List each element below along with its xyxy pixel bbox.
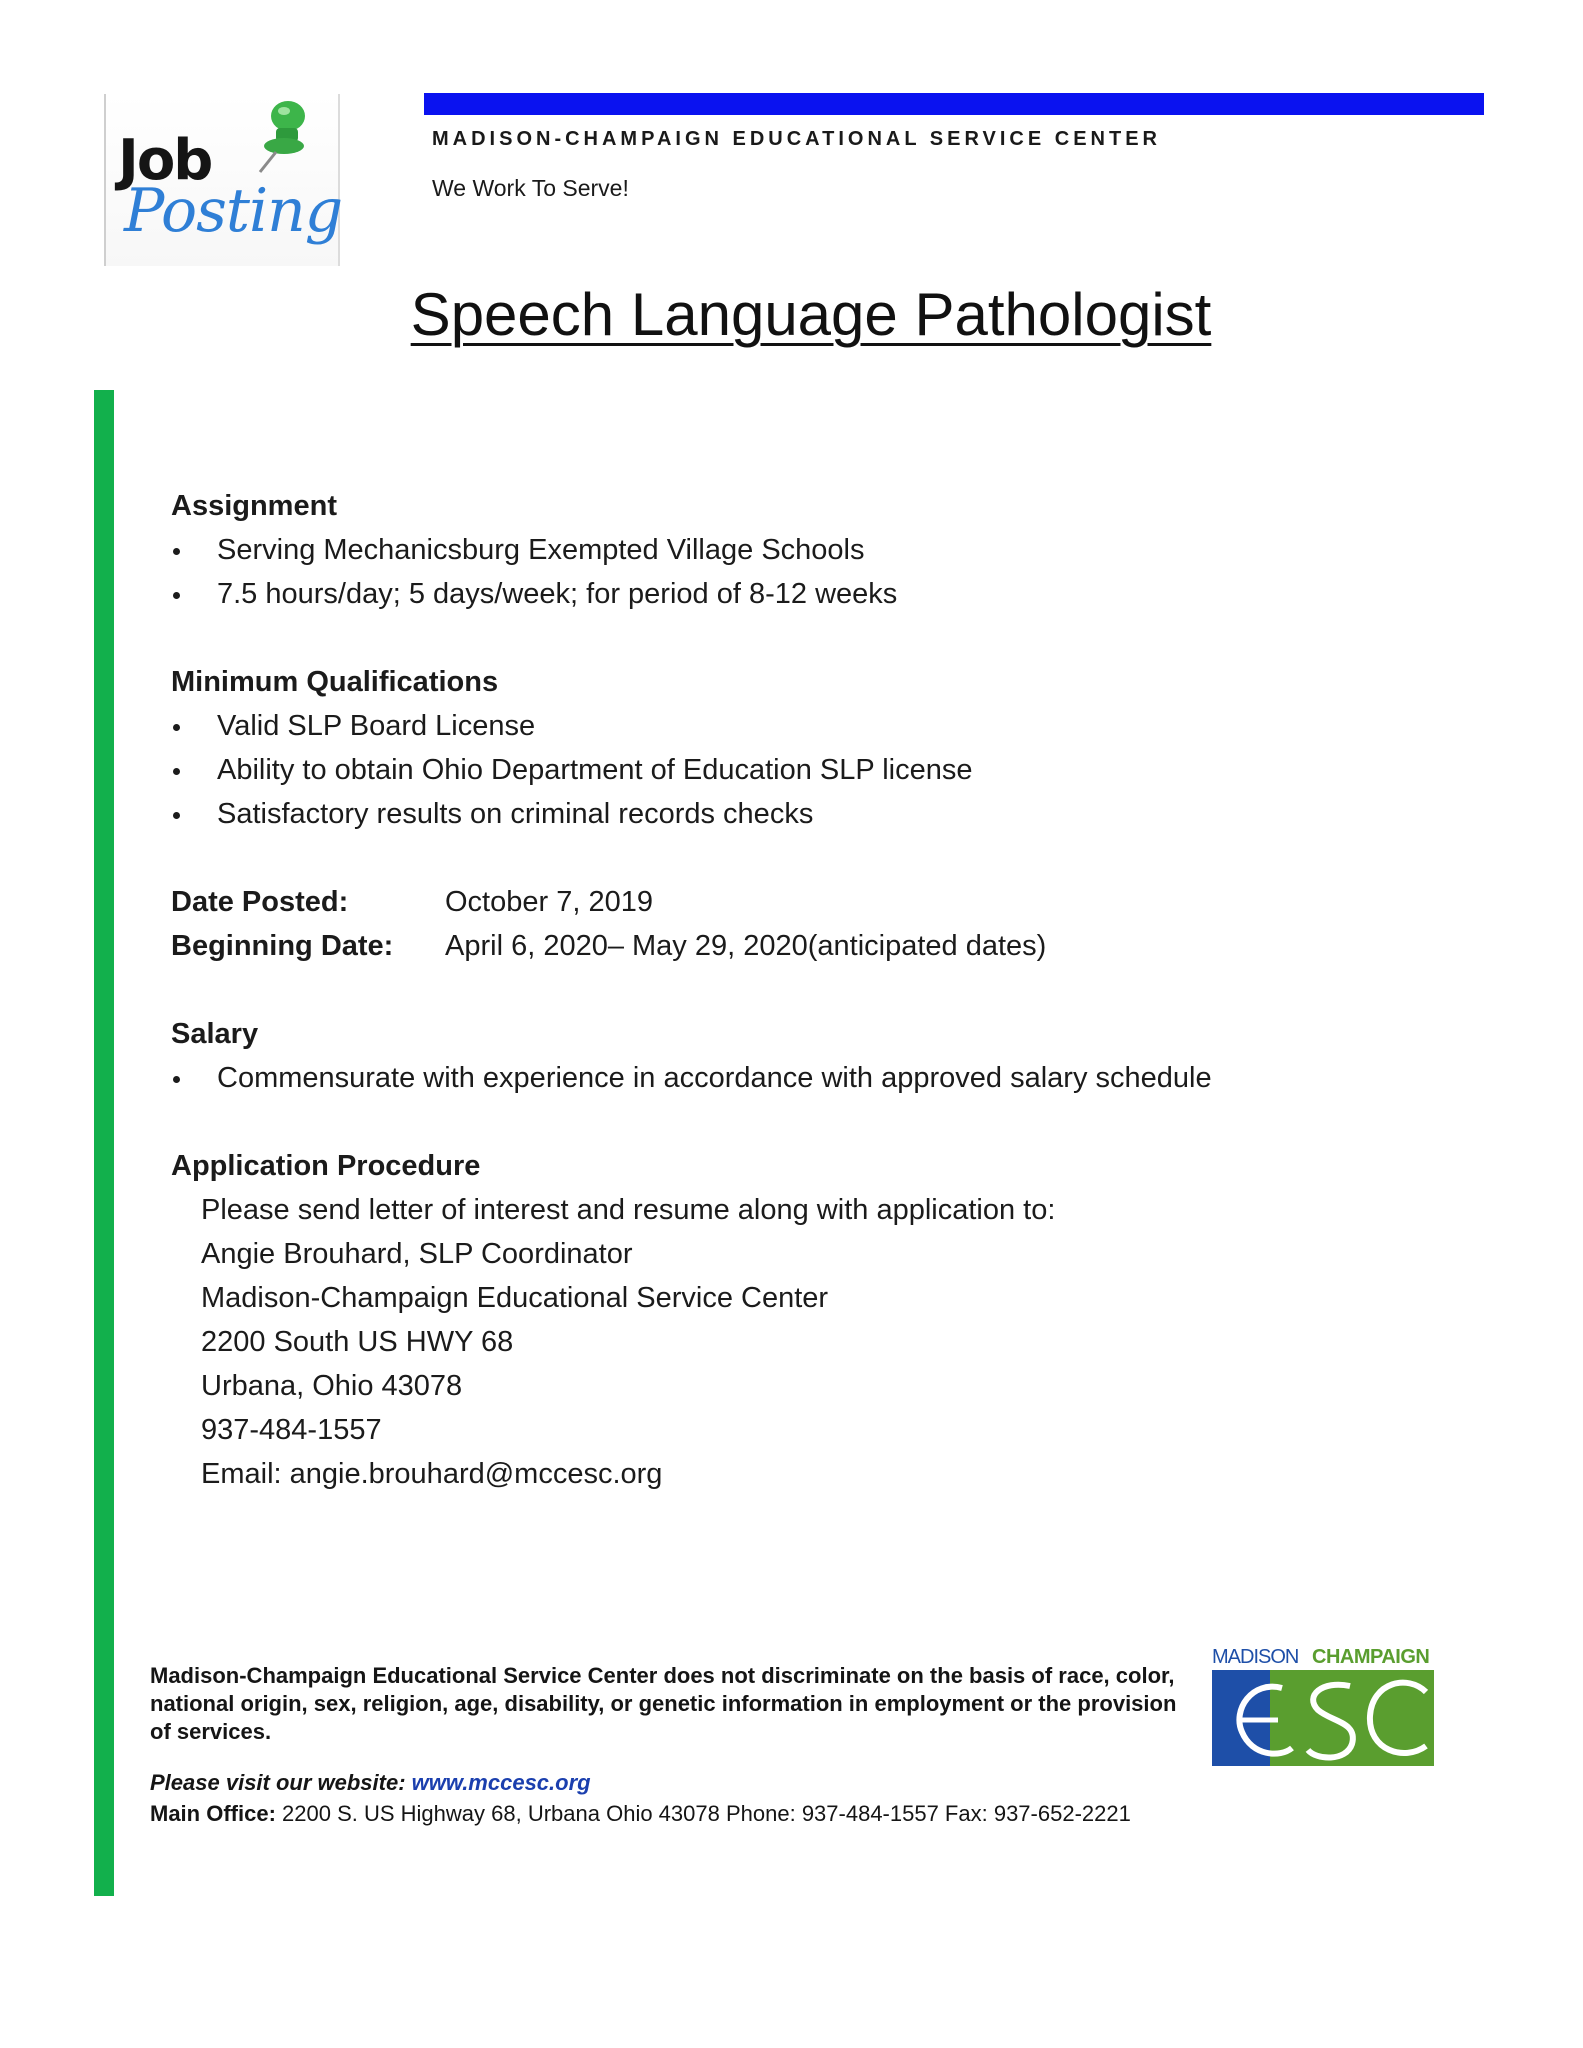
application-heading: Application Procedure xyxy=(171,1150,481,1182)
list-item: 7.5 hours/day; 5 days/week; for period of 8-12 weeks xyxy=(171,572,1421,616)
salary-heading: Salary xyxy=(171,1018,259,1050)
beginning-date-value: April 6, 2020– May 29, 2020(anticipated dates) xyxy=(445,930,1047,962)
logo-word-job: Job xyxy=(118,128,212,193)
esc-logo-word-madison: MADISON xyxy=(1212,1646,1299,1668)
organization-name: MADISON-CHAMPAIGN EDUCATIONAL SERVICE CENTER xyxy=(432,128,1161,150)
application-instruction: Please send letter of interest and resume along with application to: xyxy=(201,1194,1056,1226)
job-posting-logo xyxy=(104,94,343,266)
contact-street: 2200 South US HWY 68 xyxy=(201,1326,514,1358)
esc-logo-mark xyxy=(1212,1670,1434,1766)
beginning-date-row xyxy=(171,924,1421,968)
main-office-line xyxy=(150,1800,1200,1828)
beginning-date-label: Beginning Date: xyxy=(171,930,394,962)
contact-city: Urbana, Ohio 43078 xyxy=(201,1370,463,1402)
contact-phone: 937-484-1557 xyxy=(201,1414,382,1446)
qualifications-list xyxy=(171,704,1421,836)
list-item: Commensurate with experience in accordance with approved salary schedule xyxy=(171,1056,1421,1100)
assignment-list xyxy=(171,528,1421,616)
posting-body xyxy=(171,484,1421,1496)
contact-name: Angie Brouhard, SLP Coordinator xyxy=(201,1238,633,1270)
salary-list xyxy=(171,1056,1421,1100)
qualifications-heading: Minimum Qualifications xyxy=(171,666,499,698)
pushpin-icon xyxy=(246,94,316,174)
page-title: Speech Language Pathologist xyxy=(410,281,1212,348)
side-accent-bar xyxy=(94,390,114,1896)
main-office-label: Main Office: xyxy=(150,1801,276,1826)
list-item: Valid SLP Board License xyxy=(171,704,1421,748)
list-item: Serving Mechanicsburg Exempted Village Schools xyxy=(171,528,1421,572)
date-posted-row xyxy=(171,880,1421,924)
application-details xyxy=(171,1188,1421,1496)
date-posted-label: Date Posted: xyxy=(171,886,349,918)
esc-logo-word-champaign: CHAMPAIGN xyxy=(1312,1646,1430,1668)
website-link[interactable]: www.mccesc.org xyxy=(411,1770,591,1795)
website-label: Please visit our website: xyxy=(150,1770,406,1795)
contact-organization: Madison-Champaign Educational Service Center xyxy=(201,1282,829,1314)
header-accent-bar xyxy=(424,93,1484,115)
list-item: Satisfactory results on criminal records checks xyxy=(171,792,1421,836)
nondiscrimination-statement: Madison-Champaign Educational Service Center does not discriminate on the basis of race, color, national origin, sex, religion, age, disability, or genetic information in employment or the provision of services. xyxy=(150,1663,1177,1744)
organization-motto: We Work To Serve! xyxy=(432,175,629,201)
contact-email[interactable]: Email: angie.brouhard@mccesc.org xyxy=(201,1458,663,1490)
assignment-heading: Assignment xyxy=(171,490,337,522)
website-line xyxy=(150,1770,591,1796)
logo-word-posting: Posting xyxy=(124,176,343,246)
list-item: Ability to obtain Ohio Department of Education SLP license xyxy=(171,748,1421,792)
esc-logo xyxy=(1212,1646,1436,1770)
date-posted-value: October 7, 2019 xyxy=(445,886,653,918)
main-office-details: 2200 S. US Highway 68, Urbana Ohio 43078 Phone: 937-484-1557 Fax: 937-652-2221 xyxy=(282,1801,1131,1826)
